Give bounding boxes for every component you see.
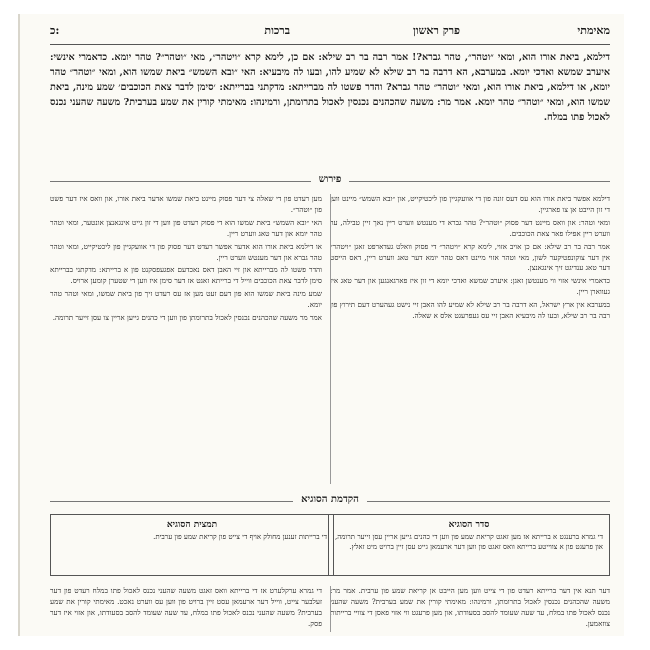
commentary-paragraph: אמר רבה בר רב שילא: אם כן אויב אזוי, לימא קרא ״ויטהר״ די פסוק וואלט געדארפט זאגן ״ויטהר״ אין דער צוקונפטיקער לשון, מאי וטהר אזוי מיינט דאס טהר יומא דער טאג ווערט ריין, דאס הייסט דער טאג ענדיגט זיך אינגאנצן.: [330, 241, 610, 273]
commentary-paragraph: ומאי וטהר: און וואס מיינט דער פסוק ״וטהר״? טהר גברא די מענטש ווערט ריין נאך זיין טבילה, ער ווערט ריין אפילו פאר צאת הכוכבים.: [330, 217, 610, 238]
lower-right-column: [330, 586, 610, 634]
sugya-summary-title: תמצית הסוגיא: [166, 520, 218, 530]
sugya-order-box: [328, 514, 610, 576]
commentary-paragraph: מען רעדט פון די שאלה צי דער פסוק מיינט ביאת שמשו אדער ביאת אורו, און וואס איז דער פשט פון ״וטהר״.: [50, 194, 322, 214]
book-page: [18, 14, 624, 636]
commentary-paragraph: אמר מר משעה שהכהנים נכנסין לאכול בתרומתן פון ווען די כהנים גייען אריין צו עסן זייער תרומה.: [52, 313, 322, 323]
page-header: [50, 24, 610, 42]
header-rule: [50, 44, 610, 45]
page-reference: כ:: [50, 24, 60, 37]
commentary-left-column: [50, 194, 322, 484]
tractate-name: ברכות: [264, 24, 290, 37]
commentary-paragraph: דילמא אפשר ביאת אורו הוא עס דעס זונה פון די אוועקגיין פון ליכטיקייט, און ״ובא השמש״ מיינט ווען די זון הייבט אן צו פארגיין.: [330, 194, 610, 214]
lower-left-column: [50, 586, 322, 634]
lower-paragraph: די גמרא ערקלערט אז די ברייתא וואס זאגט משעה שהעני נכנס לאכול פתו במלח רעדט פון דער זעלבער צייט, ווייל דער ארעמאן עסט זיין ברויט פון ווען עס ווערט נאכט. מאימתי קורין את שמע בערבית? משעה שהעני נכנס לאכול פתו במלח, עד שעה שעומד להסב בסעודתו, און אזוי איז דער פסק.: [50, 586, 322, 628]
chapter-name: פרק ראשון: [413, 24, 460, 37]
column-divider: [330, 586, 331, 632]
sugya-summary-box: [50, 514, 334, 576]
intro-title: הקדמת הסוגיא: [293, 494, 367, 505]
sugya-order-text: די גמרא ברענגט א ברייתא אז מען זאגט קריאת שמע פון ווען די כהנים גייען אריין עסן זייער תרומה, און פרעגט פון א צווייטע ברייתא וואס זאגט פון ווען דער ארעמאן גייט עסן זיין ברויט מיט זאלץ.: [335, 533, 603, 551]
intro-heading: [50, 494, 610, 510]
lower-paragraph: דער תנא אין דער ברייתא רעדט פון די צייט ווען מען הייבט אן קריאת שמע פון ערבית. אמר מר: משעה שהכהנים נכנסין לאכול בתרומתן, ורמינהו: מאימתי קורין את שמע בערבית? משעה שהעני נכנס לאכול פתו במלח, עד שעה שעומד להסב בסעודתו, און מען פרעגט ווי אזוי פאסן די צוויי ברייתות צוזאמען.: [330, 586, 610, 628]
sugya-order-title: סדר הסוגיא: [448, 520, 490, 530]
commentary-paragraph: האי ״ובא השמש״ ביאת שמשו הוא די פסוק רעדט פון ווען די זון גייט אינגאנצן אונטער, ומאי וטהר טהר יומא און דער טאג ווערט ריין.: [50, 217, 322, 238]
gemara-paragraph: דילמא, ביאת אורו הוא, ומאי ״וטהר״, טהר גברא?! אמר רבה בר רב שילא: אם כן, לימא קרא ״ויטהר״, מאי ״וטהר״? טהר יומא. כדאמרי אינשי: איערב שמשא ואדכי יומא. במערבא, הא דרבה בר רב שילא לא שמיע להו, ובעו לה מיבעיא: האי ״ובא השמש״ ביאת שמשו הוא, ומאי ״וטהר״ טהר יומא, או דילמא, ביאת אורו הוא, ומאי ״וטהר״ טהר גברא? והדר פשטו לה מברייתא: מדקתני בברייתא: ׳סימן לדבר צאת הכוכבים׳ שמע מינה, ביאת שמשו הוא, ומאי ״וטהר״ טהר יומא. אמר מר: משעה שהכהנים נכנסין לאכול בתרומתן, ורמינהו: מאימתי קורין את שמע בערבית? משעה שהעני נכנס לאכול פתו במלח.: [50, 52, 610, 123]
commentary-heading: [50, 174, 610, 190]
commentary-title: פירוש: [311, 174, 350, 185]
column-divider: [330, 194, 331, 484]
commentary-paragraph: שמע מינה ביאת שמשו הוא פון דעם זעט מען אז עס רעדט זיך פון ביאת שמשו, ומאי וטהר טהר יומא.: [50, 289, 322, 310]
commentary-right-column: [330, 194, 610, 484]
commentary-paragraph: במערבא אין ארץ ישראל, הא דרבה בר רב שילא לא שמיע להו האבן זיי נישט געהערט דעם תירוץ פון רבה בר רב שילא, ובעו לה מיבעיא האבן זיי עס געפרעגט אלס א שאלה.: [330, 300, 610, 321]
sugya-summary-text: די ברייתות זענען מחולק אויף די צייט פון קריאת שמע פון ערבית.: [153, 533, 327, 541]
commentary-paragraph: והדר פשטו לה מברייתא און זיי האבן דאס נאכדעם אפגעפסקנט פון א ברייתא: מדקתני בברייתא סימן לדבר צאת הכוכבים ווייל די ברייתא זאגט אז דער סימן איז ווען די שטערן קומען ארויס.: [50, 265, 322, 286]
commentary-paragraph: או דילמא ביאת אורו הוא אדער אפשר רעדט דער פסוק פון די אוועקגיין פון ליכטיקייט, ומאי וטהר טהר גברא און דער מענטש ווערט ריין.: [50, 241, 322, 262]
source-name: מאימתי: [577, 24, 610, 37]
commentary-paragraph: כדאמרי אינשי אזוי ווי מענטשן זאגן: איערב שמשא ואדכי יומא די זון איז פארגאנגען און דער טאג איז געווארן ריין.: [330, 276, 610, 297]
gemara-text: [50, 50, 610, 125]
